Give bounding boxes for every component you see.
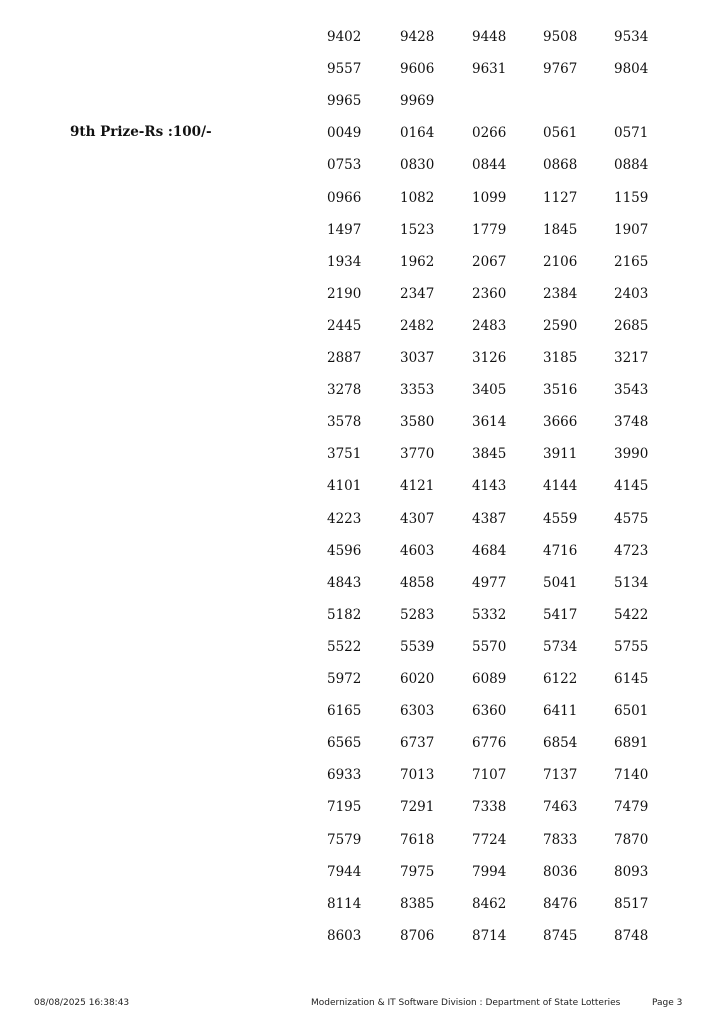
lottery-number: 4843 xyxy=(327,574,362,591)
lottery-number: 3614 xyxy=(472,414,507,431)
lottery-number: 2445 xyxy=(327,317,362,334)
lottery-number: 4121 xyxy=(400,478,435,495)
lottery-number: 4684 xyxy=(472,542,507,559)
number-row xyxy=(327,316,707,336)
lottery-number: 4307 xyxy=(400,510,435,527)
number-row xyxy=(327,91,707,111)
number-row xyxy=(327,155,707,175)
lottery-number: 2384 xyxy=(543,285,578,302)
lottery-number: 2347 xyxy=(400,285,435,302)
lottery-number: 1962 xyxy=(400,253,435,270)
lottery-number: 8462 xyxy=(472,895,507,912)
lottery-number: 3405 xyxy=(472,382,507,399)
lottery-number: 5755 xyxy=(614,638,649,655)
lottery-number: 9804 xyxy=(614,61,649,78)
lottery-number: 5539 xyxy=(400,638,435,655)
lottery-number: 9534 xyxy=(614,29,649,45)
lottery-number: 4603 xyxy=(400,542,435,559)
lottery-number: 9969 xyxy=(400,93,435,110)
lottery-number: 0868 xyxy=(543,157,578,174)
footer-organization: Modernization & IT Software Division : Department of State Lotteries xyxy=(311,998,621,1008)
footer-timestamp: 08/08/2025 16:38:43 xyxy=(34,998,130,1008)
lottery-number: 8385 xyxy=(400,895,435,912)
number-row xyxy=(327,412,707,432)
lottery-number: 6360 xyxy=(472,703,507,720)
lottery-number: 7479 xyxy=(614,799,649,816)
number-row xyxy=(327,733,707,753)
lottery-number: 3770 xyxy=(400,446,435,463)
number-row xyxy=(327,123,707,143)
number-row xyxy=(327,188,707,208)
lottery-number: 5972 xyxy=(327,671,362,687)
number-row xyxy=(327,252,707,272)
lottery-number: 9428 xyxy=(400,29,435,45)
lottery-number: 8036 xyxy=(543,863,578,880)
lottery-number: 2887 xyxy=(327,350,362,366)
lottery-number: 3543 xyxy=(614,382,649,399)
lottery-number: 1497 xyxy=(327,221,362,238)
lottery-number: 3990 xyxy=(614,446,649,463)
lottery-number: 2403 xyxy=(614,285,649,302)
lottery-number: 3516 xyxy=(543,382,578,399)
lottery-number: 7833 xyxy=(543,831,578,848)
lottery-number: 3748 xyxy=(614,414,649,431)
lottery-number: 3217 xyxy=(614,350,649,366)
lottery-number: 1845 xyxy=(543,221,578,238)
lottery-number: 8714 xyxy=(472,927,507,944)
number-row xyxy=(327,669,707,689)
lottery-number: 4575 xyxy=(614,510,649,527)
lottery-number: 2590 xyxy=(543,317,578,334)
lottery-number: 3911 xyxy=(543,446,578,463)
number-row xyxy=(327,765,707,785)
lottery-number: 5422 xyxy=(614,606,649,623)
lottery-number: 4716 xyxy=(543,542,578,559)
lottery-number: 4143 xyxy=(472,478,507,495)
number-row xyxy=(327,830,707,850)
lottery-number: 8603 xyxy=(327,927,362,944)
number-row xyxy=(327,541,707,561)
lottery-number: 7724 xyxy=(472,831,507,848)
lottery-number: 6501 xyxy=(614,703,649,720)
lottery-number: 0830 xyxy=(400,157,435,174)
lottery-number: 2483 xyxy=(472,317,507,334)
lottery-number: 5522 xyxy=(327,638,362,655)
lottery-number: 1779 xyxy=(472,221,507,238)
lottery-number: 7140 xyxy=(614,767,649,784)
lottery-number: 6565 xyxy=(327,735,362,752)
lottery-number: 2106 xyxy=(543,253,578,270)
lottery-number: 7107 xyxy=(472,767,507,784)
prize-category-label: 9th Prize-Rs :100/- xyxy=(70,124,212,140)
lottery-number: 4596 xyxy=(327,542,362,559)
lottery-number: 5182 xyxy=(327,606,362,623)
lottery-number: 0966 xyxy=(327,189,362,206)
lottery-number: 4387 xyxy=(472,510,507,527)
lottery-number: 2190 xyxy=(327,285,362,302)
lottery-number: 7338 xyxy=(472,799,507,816)
number-row xyxy=(327,701,707,721)
lottery-number: 6145 xyxy=(614,671,649,687)
lottery-number: 7013 xyxy=(400,767,435,784)
number-row xyxy=(327,926,707,946)
lottery-number: 9402 xyxy=(327,29,362,45)
lottery-number: 5417 xyxy=(543,606,578,623)
lottery-number: 3185 xyxy=(543,350,578,366)
lottery-number: 2482 xyxy=(400,317,435,334)
lottery-number: 7463 xyxy=(543,799,578,816)
lottery-number: 6933 xyxy=(327,767,362,784)
lottery-number: 9606 xyxy=(400,61,435,78)
lottery-number: 5332 xyxy=(472,606,507,623)
lottery-number: 4101 xyxy=(327,478,362,495)
lottery-number: 1934 xyxy=(327,253,362,270)
lottery-number: 1523 xyxy=(400,221,435,238)
lottery-number: 7137 xyxy=(543,767,578,784)
lottery-number: 0753 xyxy=(327,157,362,174)
lottery-number: 9557 xyxy=(327,61,362,78)
lottery-number: 7579 xyxy=(327,831,362,848)
number-row xyxy=(327,605,707,625)
lottery-number: 0266 xyxy=(472,125,507,142)
lottery-number: 4723 xyxy=(614,542,649,559)
lottery-number: 6411 xyxy=(543,703,578,720)
lottery-number: 0844 xyxy=(472,157,507,174)
lottery-number: 0561 xyxy=(543,125,578,142)
lottery-number: 6122 xyxy=(543,671,578,687)
lottery-number: 0049 xyxy=(327,125,362,142)
number-row xyxy=(327,348,707,368)
lottery-number: 8706 xyxy=(400,927,435,944)
lottery-number: 2360 xyxy=(472,285,507,302)
lottery-number: 7291 xyxy=(400,799,435,816)
lottery-number: 9631 xyxy=(472,61,507,78)
lottery-number: 4144 xyxy=(543,478,578,495)
lottery-number: 1099 xyxy=(472,189,507,206)
number-row xyxy=(327,380,707,400)
lottery-number: 0164 xyxy=(400,125,435,142)
lottery-number: 8748 xyxy=(614,927,649,944)
lottery-number: 7618 xyxy=(400,831,435,848)
lottery-number: 2165 xyxy=(614,253,649,270)
footer-page-number: Page 3 xyxy=(652,998,683,1008)
lottery-number: 9508 xyxy=(543,29,578,45)
lottery-number: 4559 xyxy=(543,510,578,527)
number-row xyxy=(327,509,707,529)
lottery-number: 0571 xyxy=(614,125,649,142)
lottery-number: 3580 xyxy=(400,414,435,431)
lottery-number: 7994 xyxy=(472,863,507,880)
lottery-number: 6776 xyxy=(472,735,507,752)
lottery-number: 2067 xyxy=(472,253,507,270)
lottery-number: 7870 xyxy=(614,831,649,848)
lottery-number: 3278 xyxy=(327,382,362,399)
lottery-number: 4223 xyxy=(327,510,362,527)
lottery-number: 1907 xyxy=(614,221,649,238)
lottery-number: 3578 xyxy=(327,414,362,431)
number-row xyxy=(327,220,707,240)
number-row xyxy=(327,444,707,464)
lottery-number: 3037 xyxy=(400,350,435,366)
lottery-number: 9965 xyxy=(327,93,362,110)
lottery-number: 1082 xyxy=(400,189,435,206)
lottery-number: 9448 xyxy=(472,29,507,45)
lottery-number: 0884 xyxy=(614,157,649,174)
lottery-number: 7195 xyxy=(327,799,362,816)
lottery-number: 7944 xyxy=(327,863,362,880)
lottery-number: 6891 xyxy=(614,735,649,752)
lottery-number: 8476 xyxy=(543,895,578,912)
lottery-number: 5283 xyxy=(400,606,435,623)
lottery-number: 6165 xyxy=(327,703,362,720)
lottery-number: 5734 xyxy=(543,638,578,655)
lottery-number: 4977 xyxy=(472,574,507,591)
lottery-number: 4145 xyxy=(614,478,649,495)
lottery-number: 3353 xyxy=(400,382,435,399)
number-row xyxy=(327,59,707,79)
number-row xyxy=(327,573,707,593)
lottery-number: 6854 xyxy=(543,735,578,752)
number-row xyxy=(327,27,707,47)
number-row xyxy=(327,637,707,657)
page-footer xyxy=(0,998,724,1014)
lottery-number: 4858 xyxy=(400,574,435,591)
lottery-number: 3845 xyxy=(472,446,507,463)
lottery-number: 5570 xyxy=(472,638,507,655)
number-row xyxy=(327,894,707,914)
lottery-number: 1159 xyxy=(614,189,649,206)
lottery-number: 6737 xyxy=(400,735,435,752)
lottery-number: 6303 xyxy=(400,703,435,720)
lottery-number: 6020 xyxy=(400,671,435,687)
lottery-number: 7975 xyxy=(400,863,435,880)
number-row xyxy=(327,797,707,817)
lottery-number: 8114 xyxy=(327,895,362,912)
lottery-number: 5041 xyxy=(543,574,578,591)
lottery-number: 8745 xyxy=(543,927,578,944)
number-row xyxy=(327,476,707,496)
number-row xyxy=(327,862,707,882)
lottery-number: 5134 xyxy=(614,574,649,591)
number-row xyxy=(327,284,707,304)
lottery-number: 2685 xyxy=(614,317,649,334)
lottery-number: 3751 xyxy=(327,446,362,463)
lottery-number: 9767 xyxy=(543,61,578,78)
lottery-number: 3666 xyxy=(543,414,578,431)
lottery-number: 8093 xyxy=(614,863,649,880)
lottery-number: 3126 xyxy=(472,350,507,366)
lottery-number: 1127 xyxy=(543,189,578,206)
lottery-number: 8517 xyxy=(614,895,649,912)
lottery-number: 6089 xyxy=(472,671,507,687)
